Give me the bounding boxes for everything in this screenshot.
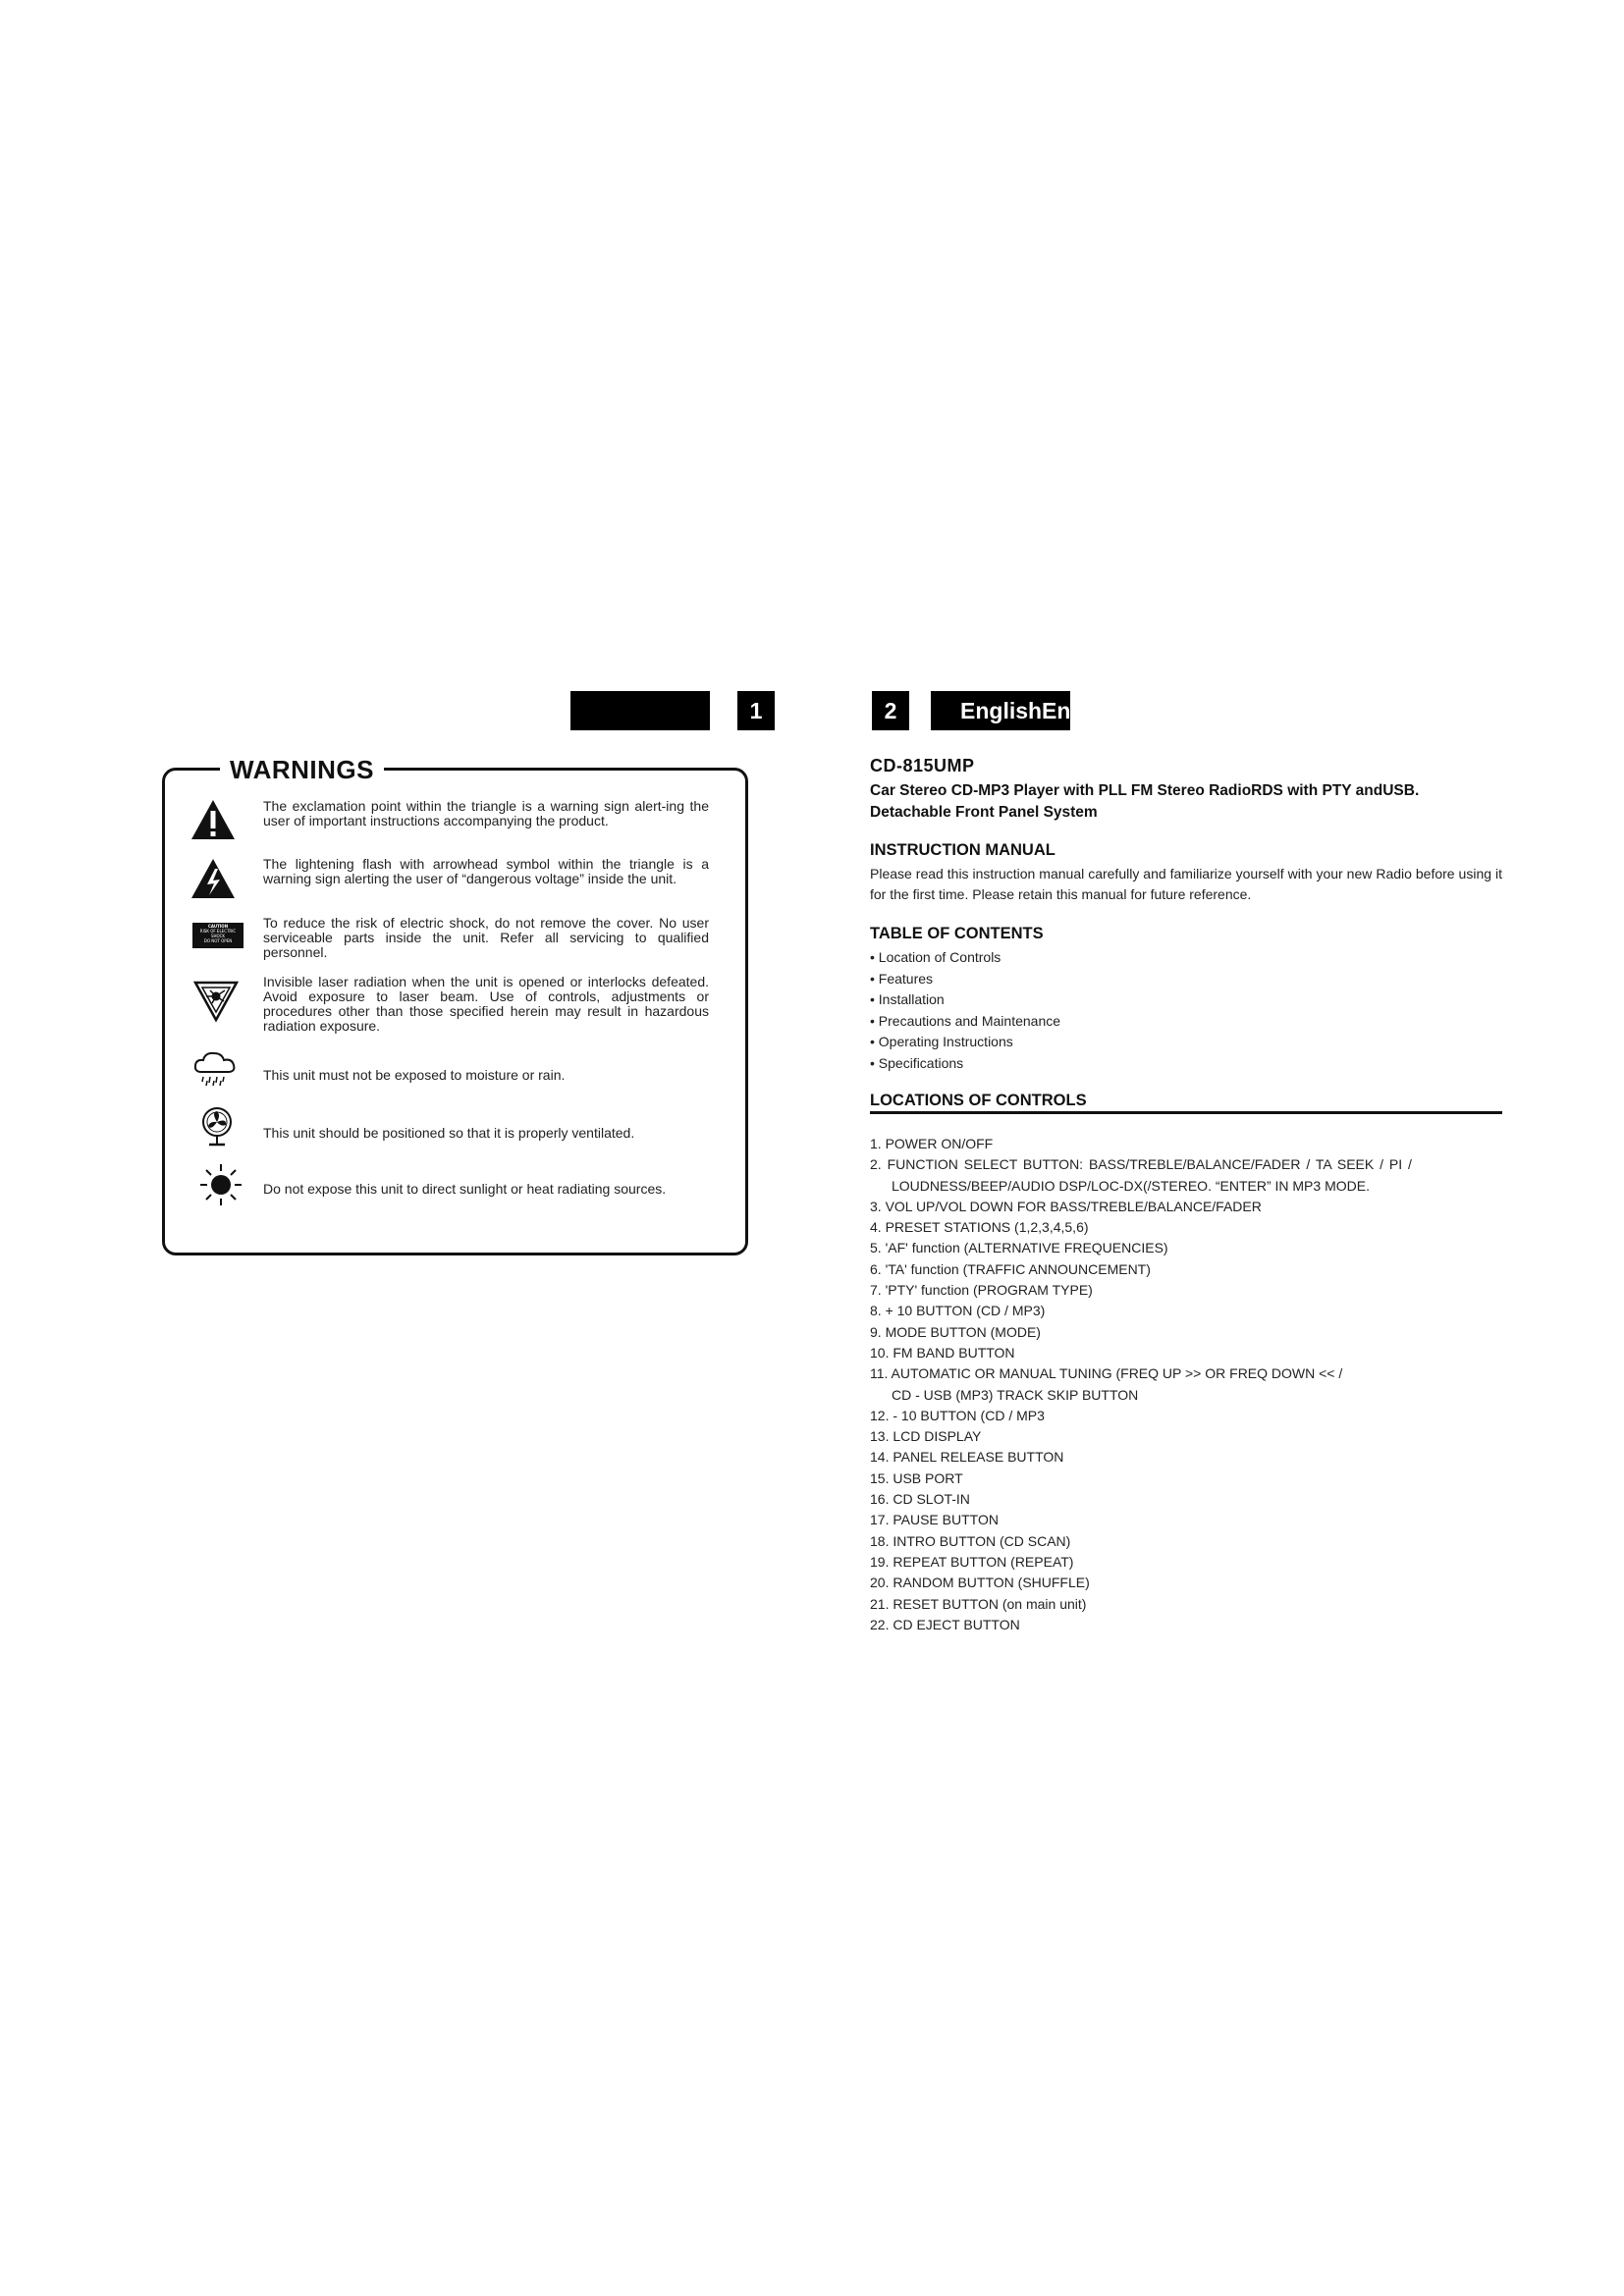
lightning-triangle-icon: [189, 857, 237, 900]
toc-heading: TABLE OF CONTENTS: [870, 925, 1044, 942]
control-item: 1. POWER ON/OFF: [870, 1136, 994, 1151]
toc-item: • Precautions and Maintenance: [870, 1012, 1061, 1029]
instruction-manual-heading: INSTRUCTION MANUAL: [870, 841, 1056, 859]
caution-label-line: RISK OF ELECTRIC: [199, 929, 237, 934]
caution-label-line: SHOCK: [210, 934, 226, 938]
toc-item: • Location of Controls: [870, 949, 1001, 965]
control-item: 21. RESET BUTTON (on main unit): [870, 1595, 1087, 1612]
warning-text-exclamation: The exclamation point within the triangle is a warning sign alert-ing the user of important instructions accompanying the product.: [263, 798, 709, 828]
warning-text-sunlight: Do not expose this unit to direct sunlight or heat radiating sources.: [263, 1181, 667, 1197]
control-item: 18. INTRO BUTTON (CD SCAN): [870, 1532, 1071, 1549]
control-item: 9. MODE BUTTON (MODE): [870, 1323, 1041, 1340]
warning-text-laser: Invisible laser radiation when the unit is opened or interlocks defeated. Avoid exposure to laser beam. Use of controls, adjustments or procedures other than those specified herein may result in hazardous radiation exposure.: [263, 974, 709, 1034]
control-item: 12. - 10 BUTTON (CD / MP3: [870, 1407, 1045, 1423]
product-subtitle-line2: Detachable Front Panel System: [870, 804, 1098, 821]
toc-item: • Specifications: [870, 1054, 964, 1071]
control-item: 13. LCD DISPLAY: [870, 1428, 982, 1445]
model-number: CD-815UMP: [870, 756, 975, 775]
control-item: 20. RANDOM BUTTON (SHUFFLE): [870, 1575, 1090, 1591]
control-item: 8. + 10 BUTTON (CD / MP3): [870, 1303, 1046, 1319]
exclamation-triangle-icon: [189, 798, 237, 841]
control-item: 22. CD EJECT BUTTON: [870, 1616, 1020, 1632]
toc-list: [870, 947, 1263, 1074]
laser-triangle-icon: [192, 980, 240, 1023]
instruction-manual-text: Please read this instruction manual carefully and familiarize yourself with your new Radio before using it for the first time. Please retain this manual for future reference.: [870, 866, 1502, 902]
control-item: 14. PANEL RELEASE BUTTON: [870, 1449, 1064, 1466]
controls-heading: LOCATIONS OF CONTROLS: [870, 1092, 1087, 1109]
warnings-title: WARNINGS: [220, 755, 384, 785]
control-item: 19. REPEAT BUTTON (REPEAT): [870, 1553, 1074, 1570]
warning-text-voltage: The lightening flash with arrowhead symbol within the triangle is a warning sign alerting the user of “dangerous voltage” inside the unit.: [263, 856, 709, 886]
control-item: 10. FM BAND BUTTON: [870, 1344, 1015, 1361]
control-item: 3. VOL UP/VOL DOWN FOR BASS/TREBLE/BALANCE/FADER: [870, 1198, 1262, 1214]
caution-label-icon: [192, 923, 244, 948]
control-item: 5. 'AF' function (ALTERNATIVE FREQUENCIES): [870, 1240, 1168, 1256]
control-item: 4. PRESET STATIONS (1,2,3,4,5,6): [870, 1219, 1089, 1236]
controls-heading-rule: [870, 1111, 1502, 1114]
fan-icon: [199, 1106, 235, 1148]
controls-list: [870, 1134, 1502, 1635]
sun-icon: [198, 1162, 244, 1207]
control-item: 2. FUNCTION SELECT BUTTON: BASS/TREBLE/BALANCE/FADER / TA SEEK / PI /: [870, 1156, 1412, 1173]
product-subtitle-line1: Car Stereo CD-MP3 Player with PLL FM Stereo RadioRDS with PTY andUSB.: [870, 782, 1420, 799]
caution-label-line: DO NOT OPEN: [203, 938, 233, 943]
control-item: 6. 'TA' function (TRAFFIC ANNOUNCEMENT): [870, 1260, 1151, 1277]
control-item: 16. CD SLOT-IN: [870, 1491, 970, 1508]
warning-text-shock: To reduce the risk of electric shock, do not remove the cover. No user serviceable parts inside the unit. Refer all servicing to qualified personnel.: [263, 915, 709, 960]
control-item-continuation: LOUDNESS/BEEP/AUDIO DSP/LOC-DX(/STEREO. “ENTER” IN MP3 MODE.: [892, 1177, 1370, 1194]
caution-label-line: CAUTION: [207, 924, 229, 929]
toc-item: • Operating Instructions: [870, 1034, 1013, 1049]
control-item-continuation: CD - USB (MP3) TRACK SKIP BUTTON: [892, 1386, 1139, 1403]
toc-item: • Installation: [870, 991, 945, 1007]
toc-item: • Features: [870, 970, 934, 987]
warning-text-moisture: This unit must not be exposed to moisture or rain.: [263, 1067, 566, 1083]
control-item: 11. AUTOMATIC OR MANUAL TUNING (FREQ UP >> OR FREQ DOWN << /: [870, 1365, 1343, 1382]
header-black-bar: [570, 691, 710, 730]
page-number-left: 1: [737, 691, 775, 730]
control-item: 17. PAUSE BUTTON: [870, 1512, 999, 1528]
control-item: 7. 'PTY' function (PROGRAM TYPE): [870, 1282, 1093, 1299]
warning-text-ventilation: This unit should be positioned so that it is properly ventilated.: [263, 1125, 635, 1141]
rain-cloud-icon: [191, 1048, 239, 1088]
control-item: 15. USB PORT: [870, 1469, 963, 1486]
page-number-right: 2: [872, 691, 909, 730]
language-tab: EnglishEng: [931, 691, 1070, 730]
